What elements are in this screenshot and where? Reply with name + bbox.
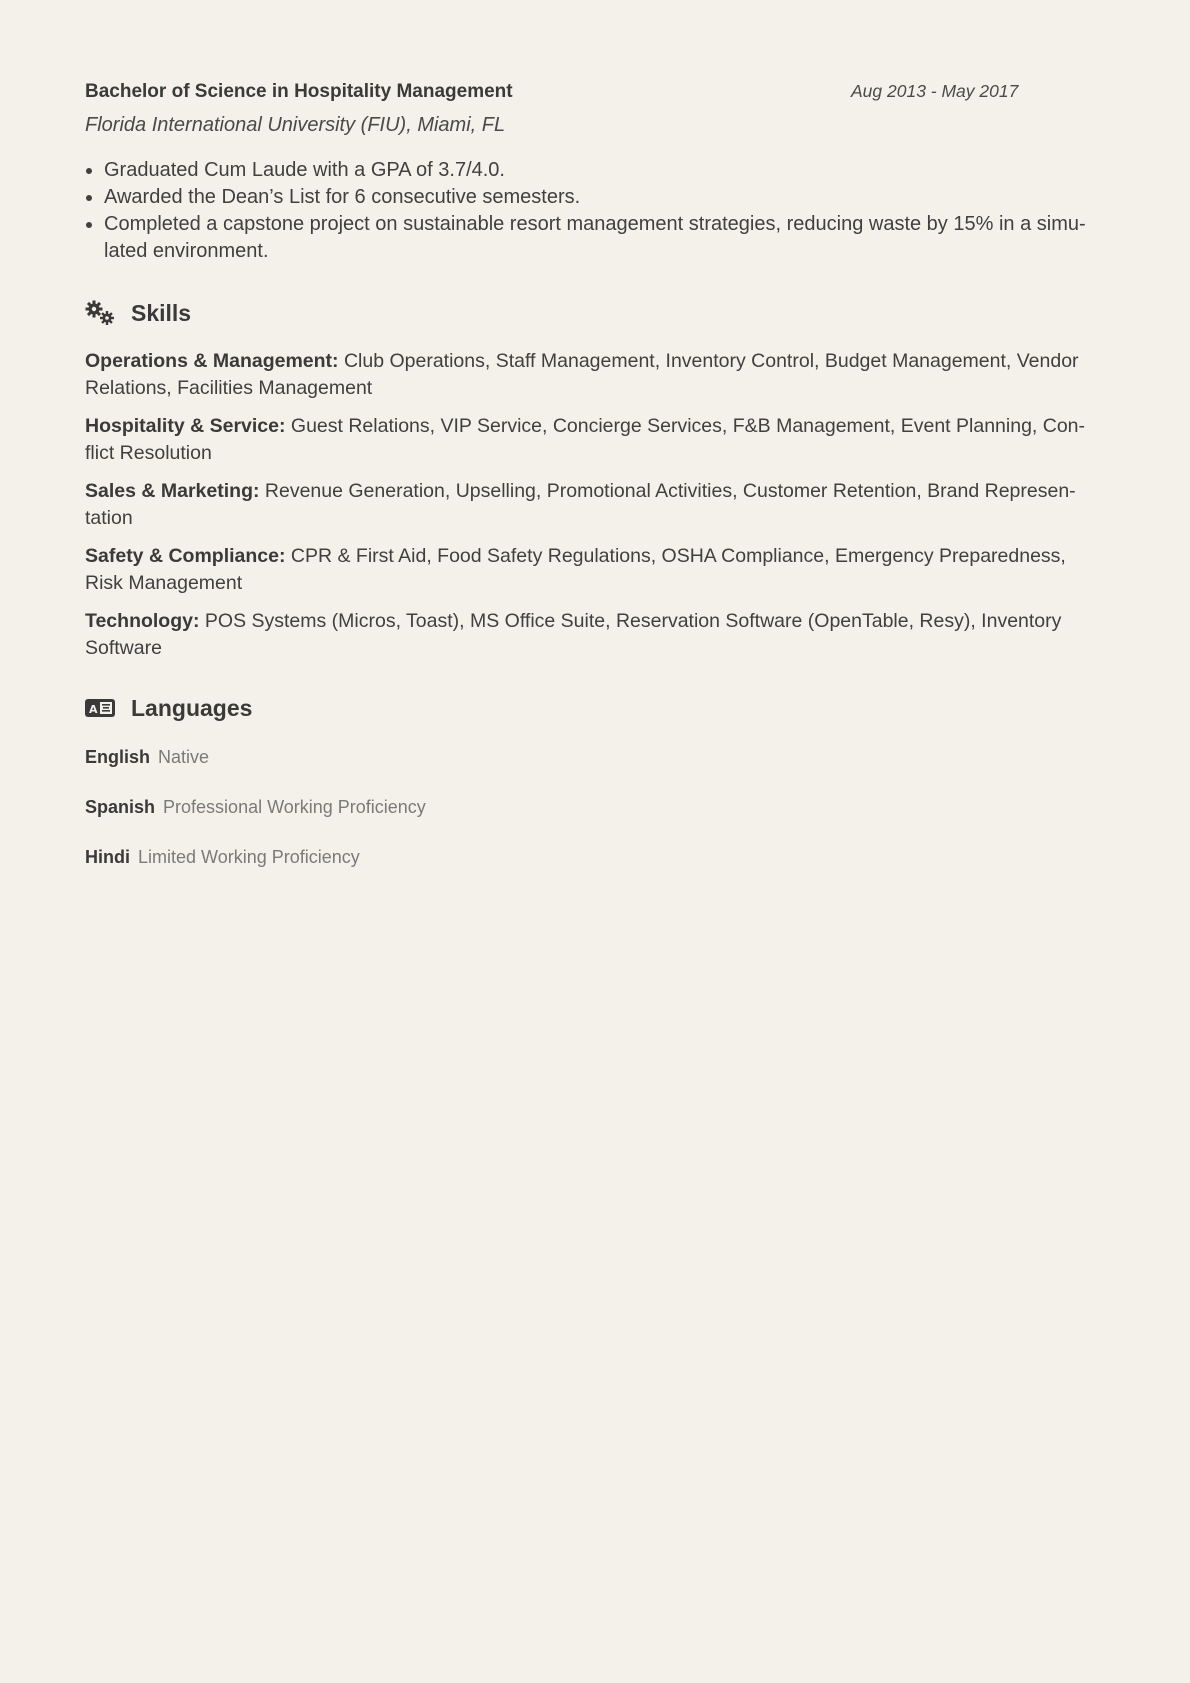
gears-icon <box>85 300 115 326</box>
education-bullet: • Awarded the Dean’s List for 6 consecutive semesters. <box>104 184 1105 211</box>
education-dates: Aug 2013 - May 2017 <box>851 81 1019 101</box>
degree-title: Bachelor of Science in Hospitality Management <box>85 81 513 102</box>
skill-row <box>85 413 1105 467</box>
languages-title: Languages <box>131 694 253 721</box>
language-level: Native <box>158 747 210 767</box>
language-level: Professional Working Proficiency <box>163 797 426 817</box>
education-bullets <box>85 157 1105 265</box>
education-header <box>85 78 1105 104</box>
language-name: Spanish <box>85 797 156 817</box>
skill-row <box>85 543 1105 597</box>
education-bullet: • Completed a capstone project on sustainable resort management strategies, reducing waste by 15% in a simu-lated environment. <box>104 211 1105 265</box>
skill-text: CPR & First Aid, Food Safety Regulations, OSHA Compliance, Emergency Preparedness, Risk Management <box>85 545 1066 594</box>
skills-heading <box>85 298 1105 328</box>
language-name: Hindi <box>85 847 130 867</box>
language-row <box>85 795 1105 819</box>
skill-row <box>85 478 1105 532</box>
language-row <box>85 845 1105 869</box>
skill-text: Guest Relations, VIP Service, Concierge Services, F&B Management, Event Planning, Con-flict Resolution <box>85 415 1086 464</box>
language-level: Limited Working Proficiency <box>138 847 360 867</box>
skill-category: Sales & Marketing: <box>85 480 260 502</box>
education-entry <box>85 78 1105 265</box>
skills-list <box>85 348 1105 662</box>
skill-category: Safety & Compliance: <box>85 545 286 567</box>
language-row <box>85 745 1105 769</box>
skill-text: POS Systems (Micros, Toast), MS Office Suite, Reservation Software (OpenTable, Resy), Inventory Software <box>85 610 1062 659</box>
skill-row <box>85 348 1105 402</box>
skill-text: Club Operations, Staff Management, Inventory Control, Budget Management, Vendor Relations, Facilities Management <box>85 350 1079 399</box>
education-bullet: • Graduated Cum Laude with a GPA of 3.7/4.0. <box>104 157 1105 184</box>
languages-list <box>85 745 1105 869</box>
resume-page <box>85 78 1105 895</box>
skills-title: Skills <box>131 299 192 326</box>
language-icon <box>85 695 115 721</box>
skill-category: Hospitality & Service: <box>85 415 286 437</box>
skill-category: Operations & Management: <box>85 350 339 372</box>
languages-heading <box>85 693 1105 723</box>
svg-text:A: A <box>89 703 98 716</box>
skill-text: Revenue Generation, Upselling, Promotional Activities, Customer Retention, Brand Represen-tation <box>85 480 1076 529</box>
skill-category: Technology: <box>85 610 200 632</box>
skill-row <box>85 608 1105 662</box>
school-name: Florida International University (FIU), Miami, FL <box>85 114 506 136</box>
language-name: English <box>85 747 151 767</box>
